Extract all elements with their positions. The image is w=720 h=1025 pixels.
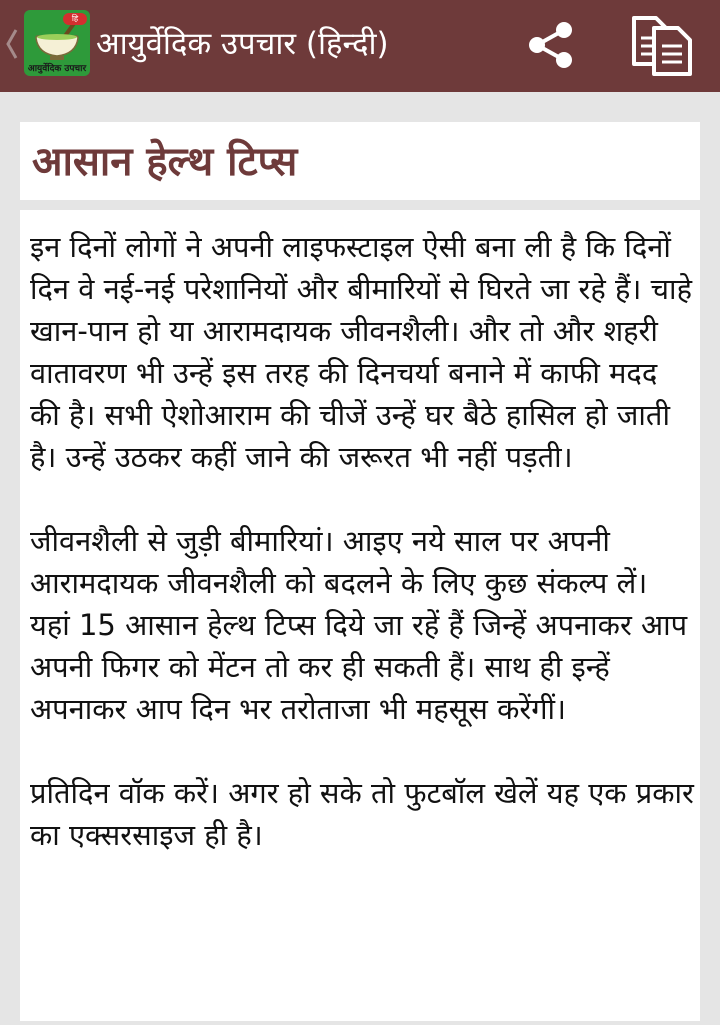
- language-badge: हि: [63, 13, 87, 25]
- article-body: [30, 226, 694, 856]
- logo-caption: आयुर्वेदिक उपचार: [27, 64, 87, 74]
- share-icon: [520, 14, 582, 76]
- app-title: आयुर्वेदिक उपचार (हिन्दी): [96, 26, 389, 62]
- article-title: आसान हेल्थ टिप्स: [32, 139, 298, 185]
- copy-icon: [626, 12, 700, 78]
- chevron-left-icon[interactable]: [4, 24, 20, 64]
- copy-button[interactable]: [626, 12, 700, 78]
- article-paragraph: इन दिनों लोगों ने अपनी लाइफस्टाइल ऐसी बना ली है कि दिनों दिन वे नई-नई परेशानियों और बीमारियों से घिरते जा रहे हैं। चाहे खान-पान हो या आरामदायक जीवनशैली। और तो और शहरी वातावरण भी उन्हें इस तरह की दिनचर्या बनाने में काफी मदद की है। सभी ऐशोआराम की चीजें उन्हें घर बैठे हासिल हो जाती है। उन्हें उठकर कहीं जाने की जरूरत भी नहीं पड़ती।: [30, 230, 692, 474]
- article-body-card: [20, 210, 700, 1021]
- title-card: [20, 122, 700, 200]
- share-button[interactable]: [520, 14, 582, 76]
- app-logo[interactable]: [24, 10, 90, 76]
- app-bar: [0, 0, 720, 92]
- article-paragraph: प्रतिदिन वॉक करें। अगर हो सके तो फुटबॉल खेलें यह एक प्रकार का एक्सरसाइज ही है।: [30, 776, 694, 852]
- article-paragraph: जीवनशैली से जुड़ी बीमारियां। आइए नये साल पर अपनी आरामदायक जीवनशैली को बदलने के लिए कुछ संकल्प लें। यहां 15 आसान हेल्थ टिप्स दिये जा रहें हैं जिन्हें अपनाकर आप अपनी फिगर को मेंटन तो कर ही सकती हैं। साथ ही इन्हें अपनाकर आप दिन भर तरोताजा भी महसूस करेंगीं।: [30, 524, 688, 726]
